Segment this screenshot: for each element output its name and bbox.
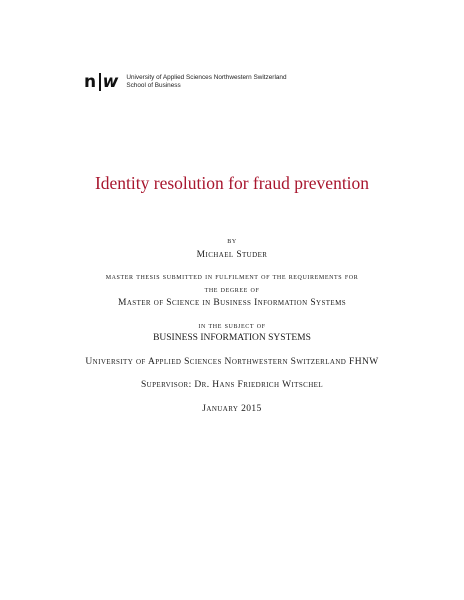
fhnw-logo: [84, 72, 287, 92]
subject-intro: in the subject of: [198, 321, 266, 330]
submission-statement-line1: master thesis submitted in fulfilment of the requirements for: [105, 272, 359, 281]
logo-divider: [99, 73, 101, 91]
author-name: Michael Studer: [196, 250, 268, 260]
subject-name: BUSINESS INFORMATION SYSTEMS: [153, 333, 311, 343]
logo-letter-w: w: [102, 72, 119, 92]
by-label: by: [227, 236, 237, 245]
logo-letter-n: n: [84, 72, 97, 92]
submission-statement-line2: the degree of: [204, 285, 260, 294]
logo-school-name: School of Business: [126, 82, 181, 89]
logo-text: [126, 74, 286, 90]
university-name: University of Applied Sciences Northwestern Switzerland FHNW: [85, 357, 379, 367]
degree-name: Master of Science in Business Information Systems: [117, 298, 347, 308]
supervisor: Supervisor: Dr. Hans Friedrich Witschel: [140, 380, 324, 390]
logo-university-name: University of Applied Sciences Northwestern Switzerland: [126, 74, 287, 81]
nw-logo-mark: [84, 72, 118, 92]
thesis-title: Identity resolution for fraud prevention: [94, 173, 370, 193]
submission-date: January 2015: [202, 404, 262, 414]
